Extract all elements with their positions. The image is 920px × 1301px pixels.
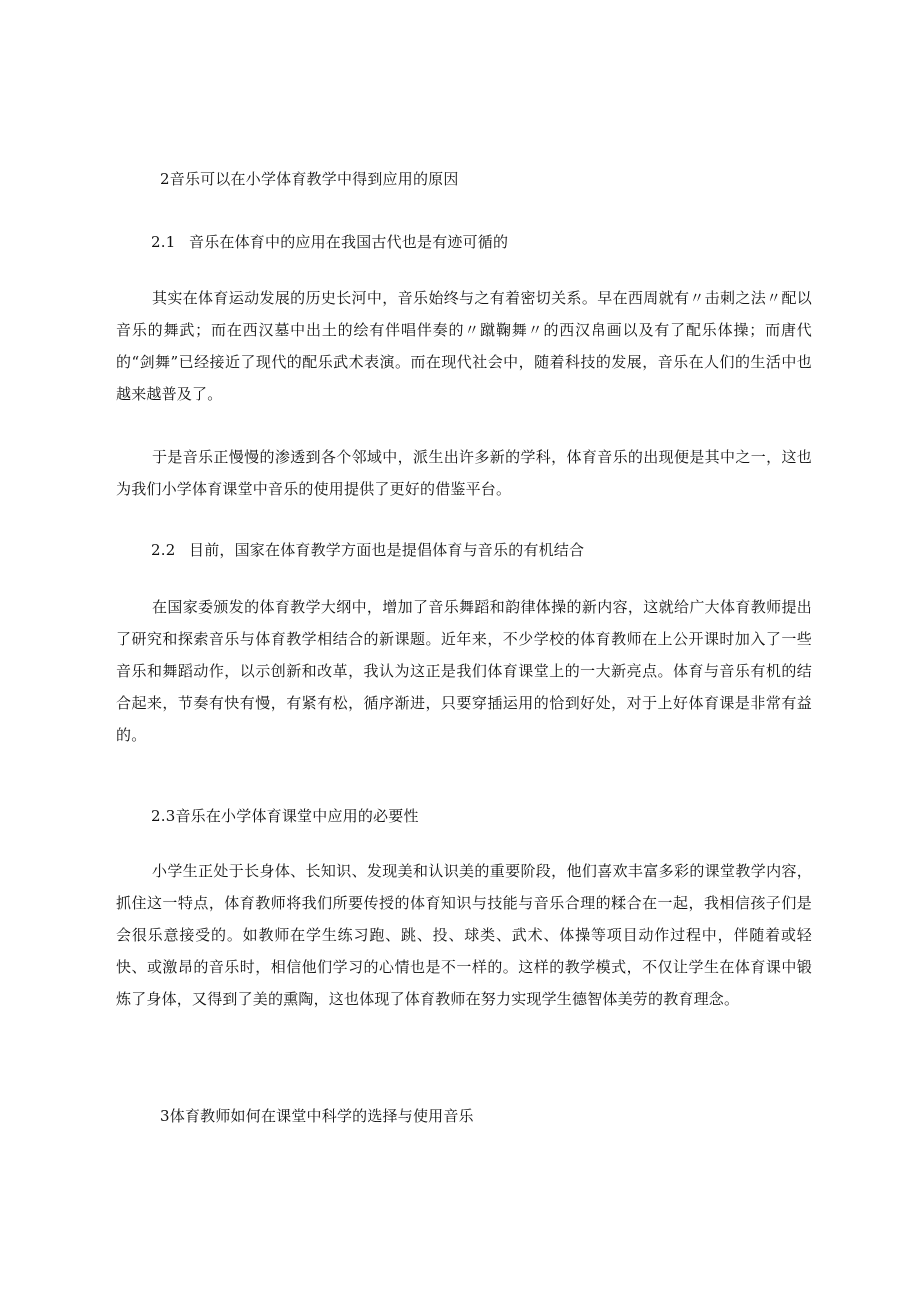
section-3-heading: 3体育教师如何在课堂中科学的选择与使用音乐 — [160, 1107, 474, 1125]
paragraph-penetration: 于是音乐正慢慢的渗透到各个邻域中，派生出许多新的学科，体育音乐的出现便是其中之一，这也为我们小学体育课堂中音乐的使用提供了更好的借鉴平台。 — [116, 448, 812, 498]
paragraph-history: 其实在体育运动发展的历史长河中，音乐始终与之有着密切关系。早在西周就有〃击刺之法〃配以音乐的舞武；而在西汉墓中出土的绘有伴唱伴奏的〃蹴鞠舞〃的西汉帛画以及有了配乐体操；而唐代的“剑舞”已经接近了现代的配乐武术表演。而在现代社会中，随着科技的发展，音乐在人们的生活中也越来越普及了。 — [116, 289, 812, 403]
paragraph-national-syllabus: 在国家委颁发的体育教学大纲中，增加了音乐舞蹈和韵律体操的新内容，这就给广大体育教师提出了研究和探索音乐与体育教学相结合的新课题。近年来，不少学校的体育教师在上公开课时加入了一些音乐和舞蹈动作，以示创新和改革，我认为这正是我们体育课堂上的一大新亮点。体育与音乐有机的结合起来，节奏有快有慢，有紧有松，循序渐进，只要穿插运用的恰到好处，对于上好体育课是非常有益的。 — [116, 598, 812, 744]
section-2-1-number: 2.1 — [151, 233, 176, 251]
section-2-2-title: 目前，国家在体育教学方面也是提倡体育与音乐的有机结合 — [189, 541, 585, 559]
section-2-heading: 2音乐可以在小学体育教学中得到应用的原因 — [160, 170, 459, 188]
section-2-1-heading — [151, 226, 508, 258]
section-2-2-number: 2.2 — [151, 541, 176, 559]
paragraph-necessity: 小学生正处于长身体、长知识、发现美和认识美的重要阶段，他们喜欢丰富多彩的课堂教学内容，抓住这一特点，体育教师将我们所要传授的体育知识与技能与音乐合理的糅合在一起，我相信孩子们是会很乐意接受的。如教师在学生练习跑、跳、投、球类、武术、体操等项目动作过程中，伴随着或轻快、或激昂的音乐时，相信他们学习的心情也是不一样的。这样的教学模式，不仅让学生在体育课中锻炼了身体，又得到了美的熏陶，这也体现了体育教师在努力实现学生德智体美劳的教育理念。 — [116, 862, 812, 1008]
section-2-2-heading — [151, 534, 584, 566]
section-2-3-heading: 2.3音乐在小学体育课堂中应用的必要性 — [151, 807, 419, 825]
section-2-1-title: 音乐在体育中的应用在我国古代也是有迹可循的 — [189, 233, 509, 251]
